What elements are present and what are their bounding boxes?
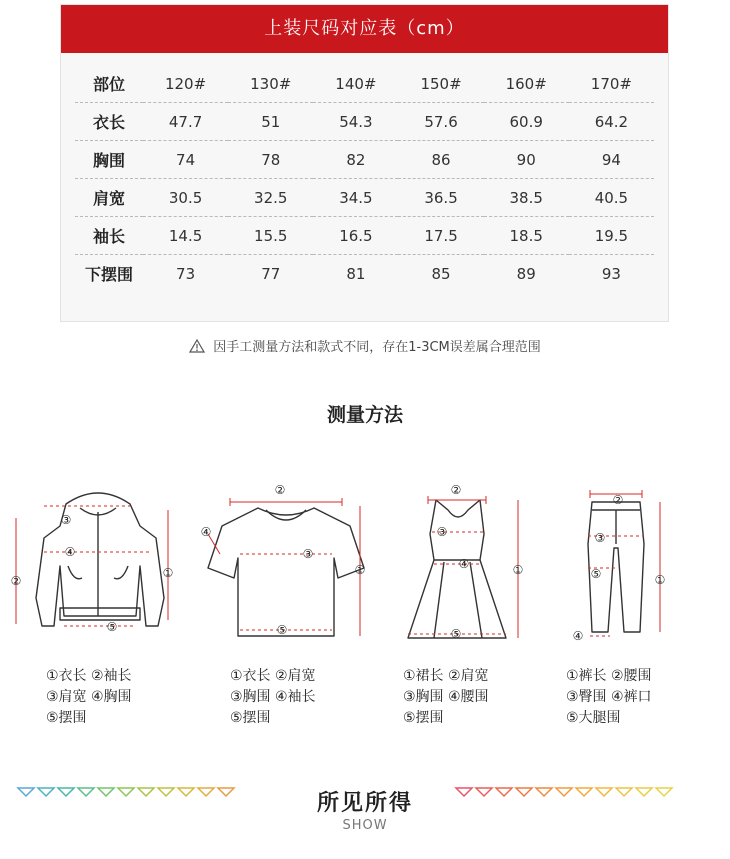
jacket-legend xyxy=(46,666,132,729)
table-cell: 32.5 xyxy=(228,179,313,217)
header-cell: 170# xyxy=(569,65,654,103)
measure-mark-hem: ⑤ xyxy=(276,623,288,637)
warning-icon xyxy=(189,339,205,357)
table-cell: 74 xyxy=(143,141,228,179)
tshirt-legend xyxy=(230,666,316,729)
table-row xyxy=(75,103,654,141)
pants-legend xyxy=(566,666,652,729)
table-row xyxy=(75,179,654,217)
measure-mark-length: ① xyxy=(354,563,366,577)
legend-line: ⑤摆围 xyxy=(46,710,87,726)
tolerance-note-text: 因手工测量方法和款式不同，存在1-3CM误差属合理范围 xyxy=(213,340,541,355)
measure-mark-chest: ④ xyxy=(64,545,76,559)
table-row xyxy=(75,255,654,293)
legend-line: ③胸围 ④袖长 xyxy=(230,689,316,705)
measure-mark-hem: ⑤ xyxy=(106,620,118,634)
table-cell: 93 xyxy=(601,264,621,283)
row-label: 肩宽 xyxy=(75,179,143,217)
table-cell: 47.7 xyxy=(143,103,228,141)
measure-mark-chest: ③ xyxy=(436,525,448,539)
size-chart-table xyxy=(75,65,654,292)
table-cell: 89 xyxy=(516,264,536,283)
legend-line: ①裤长 ②腰围 xyxy=(566,668,652,684)
measure-mark-chest: ③ xyxy=(302,547,314,561)
table-cell: 19.5 xyxy=(569,217,654,255)
header-cell: 部位 xyxy=(75,65,143,103)
table-cell: 78 xyxy=(228,141,313,179)
legend-line: ③胸围 ④腰围 xyxy=(403,689,489,705)
pants-measure-illustration xyxy=(566,484,676,652)
measure-mark-thigh: ⑤ xyxy=(590,567,602,581)
measure-mark-waist: ④ xyxy=(458,557,470,571)
table-cell: 90 xyxy=(484,141,569,179)
header-cell: 160# xyxy=(484,65,569,103)
table-cell: 18.5 xyxy=(484,217,569,255)
row-label: 胸围 xyxy=(75,141,143,179)
legend-line: ①衣长 ②袖长 xyxy=(46,668,132,684)
legend-line: ③臀围 ④裤口 xyxy=(566,689,652,705)
measure-mark-shoulder: ② xyxy=(450,484,462,497)
measure-method-title: 测量方法 xyxy=(326,404,403,426)
legend-line: ①裙长 ②肩宽 xyxy=(403,668,489,684)
table-cell: 85 xyxy=(431,264,451,283)
header-cell: 130# xyxy=(228,65,313,103)
tshirt-measure-illustration xyxy=(196,478,376,648)
legend-line: ⑤大腿围 xyxy=(566,710,621,726)
table-row xyxy=(75,141,654,179)
table-cell: 36.5 xyxy=(398,179,483,217)
measure-mark-length: ① xyxy=(512,563,524,577)
table-row xyxy=(75,217,654,255)
table-cell: 34.5 xyxy=(313,179,398,217)
table-cell: 16.5 xyxy=(313,217,398,255)
measure-mark-waist: ② xyxy=(612,493,624,507)
measure-mark-leg-opening: ④ xyxy=(572,629,584,643)
table-cell: 86 xyxy=(398,141,483,179)
table-cell: 40.5 xyxy=(569,179,654,217)
table-cell: 94 xyxy=(569,141,654,179)
measure-mark-sleeve: ② xyxy=(10,574,22,588)
table-cell: 77 xyxy=(261,264,281,283)
table-cell: 17.5 xyxy=(398,217,483,255)
table-cell: 30.5 xyxy=(143,179,228,217)
measure-mark-length: ① xyxy=(162,566,174,580)
size-chart-title: 上装尺码对应表（cm） xyxy=(61,5,668,53)
table-cell: 57.6 xyxy=(398,103,483,141)
table-cell: 38.5 xyxy=(484,179,569,217)
measure-mark-shoulder: ③ xyxy=(60,513,72,527)
dress-legend xyxy=(403,666,489,729)
legend-line: ⑤摆围 xyxy=(230,710,271,726)
header-cell: 120# xyxy=(143,65,228,103)
table-cell: 82 xyxy=(313,141,398,179)
table-cell: 51 xyxy=(228,103,313,141)
table-cell: 73 xyxy=(176,264,196,283)
measure-mark-hip: ③ xyxy=(594,531,606,545)
show-subtitle: SHOW xyxy=(342,818,388,833)
legend-line: ③肩宽 ④胸围 xyxy=(46,689,132,705)
size-chart-panel xyxy=(60,4,669,322)
dress-measure-illustration xyxy=(398,484,538,650)
legend-line: ①衣长 ②肩宽 xyxy=(230,668,316,684)
right-triangle-decoration xyxy=(454,786,682,798)
header-cell: 150# xyxy=(398,65,483,103)
row-label: 袖长 xyxy=(75,217,143,255)
table-cell: 60.9 xyxy=(484,103,569,141)
measure-mark-sleeve: ④ xyxy=(200,525,212,539)
jacket-measure-illustration xyxy=(8,486,190,646)
row-label: 衣长 xyxy=(75,103,143,141)
table-header-row xyxy=(75,65,654,103)
table-cell: 64.2 xyxy=(569,103,654,141)
legend-line: ⑤摆围 xyxy=(403,710,444,726)
header-cell: 140# xyxy=(313,65,398,103)
table-cell: 15.5 xyxy=(228,217,313,255)
table-cell: 54.3 xyxy=(313,103,398,141)
measure-mark-shoulder: ② xyxy=(274,483,286,497)
table-cell: 14.5 xyxy=(143,217,228,255)
show-title: 所见所得 xyxy=(316,791,413,816)
tolerance-note xyxy=(0,336,730,357)
table-cell: 81 xyxy=(346,264,366,283)
measure-mark-length: ① xyxy=(654,573,666,587)
row-label: 下摆围 xyxy=(84,265,133,284)
measure-mark-hem: ⑤ xyxy=(450,627,462,641)
